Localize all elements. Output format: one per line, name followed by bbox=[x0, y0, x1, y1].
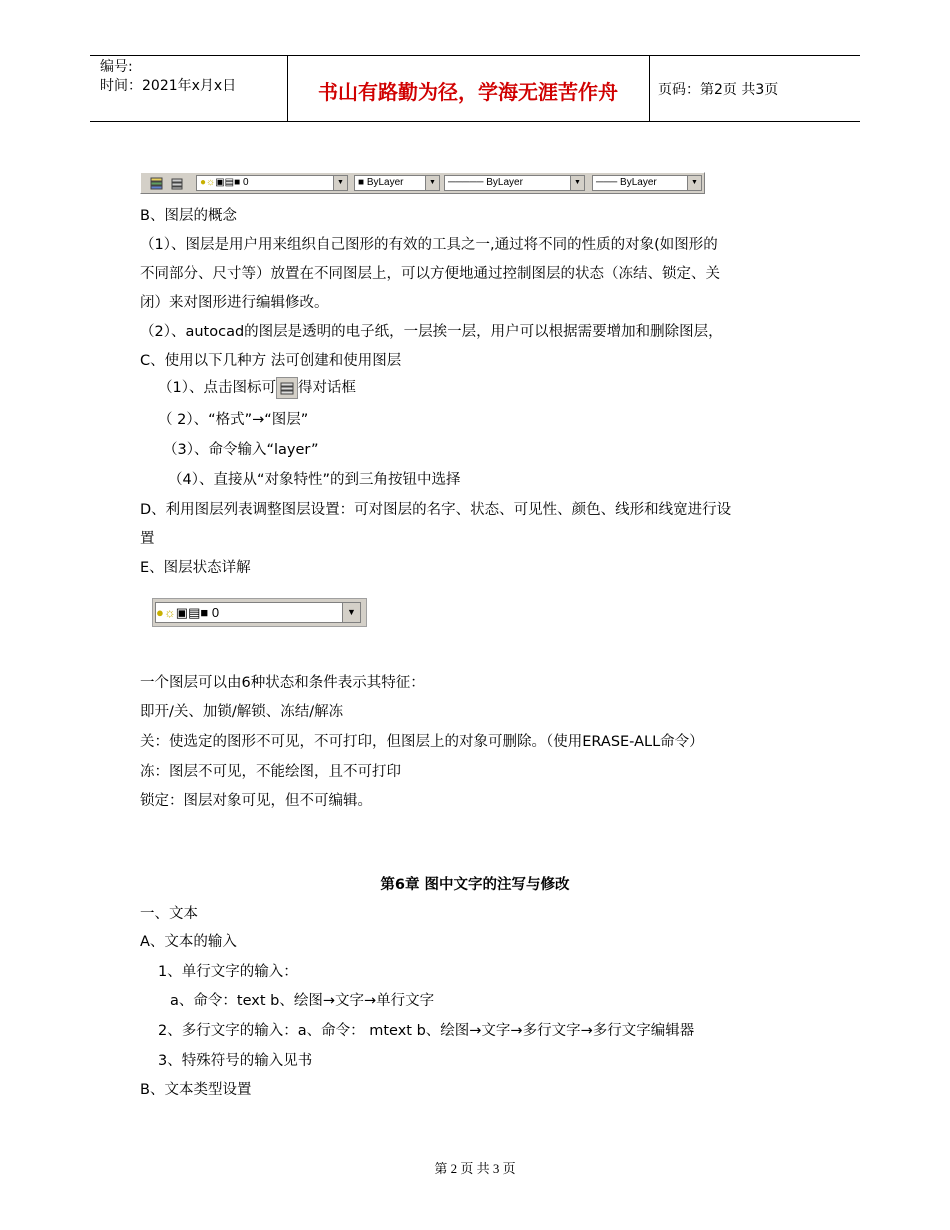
layer-state-value: 0 bbox=[211, 605, 220, 620]
layer-combo bbox=[196, 175, 348, 191]
header-page: 页码：第2页 共3页 bbox=[658, 82, 779, 98]
lightbulb-icon: ● bbox=[200, 177, 207, 188]
heading-d-line-1: D、利用图层列表调整图层设置：可对图层的名字、状态、可见性、颜色、线形和线宽进行设 bbox=[140, 502, 732, 518]
method-3: （3）、命令输入“layer” bbox=[163, 442, 319, 458]
header-motto: 书山有路勤为径，学海无涯苦作舟 bbox=[318, 80, 618, 104]
chevron-down-icon: ▼ bbox=[342, 603, 360, 622]
chevron-down-icon: ▼ bbox=[687, 176, 701, 190]
heading-e: E、图层状态详解 bbox=[140, 560, 251, 576]
linetype-combo bbox=[444, 175, 585, 191]
header-top-rule bbox=[90, 55, 860, 56]
header-divider-right bbox=[649, 56, 650, 122]
chevron-down-icon: ▼ bbox=[333, 176, 347, 190]
section-text-input: A、文本的输入 bbox=[140, 934, 237, 950]
linetype-combo-value: ByLayer bbox=[486, 177, 523, 188]
layer-previous-icon bbox=[169, 176, 185, 190]
lineweight-combo bbox=[592, 175, 702, 191]
special-symbols: 3、特殊符号的输入见书 bbox=[158, 1053, 313, 1069]
layers-icon bbox=[149, 176, 165, 190]
lineweight-combo-value: ByLayer bbox=[620, 177, 657, 188]
sun-icon: ☼ bbox=[163, 605, 176, 620]
method-2: （ 2）、“格式”→“图层” bbox=[158, 412, 309, 428]
states-intro: 一个图层可以由6种状态和条件表示其特征： bbox=[140, 675, 425, 691]
single-line-text: 1、单行文字的输入： bbox=[158, 964, 298, 980]
section-text: 一、文本 bbox=[140, 906, 198, 922]
lightbulb-icon: ● bbox=[156, 605, 164, 620]
para-1-line-1: （1）、图层是用户用来组织自己图形的有效的工具之一,通过将不同的性质的对象(如图形的 bbox=[140, 237, 718, 253]
heading-c: C、使用以下几种方 法可创建和使用图层 bbox=[140, 353, 402, 369]
chevron-down-icon: ▼ bbox=[425, 176, 439, 190]
text-style-heading: B、文本类型设置 bbox=[140, 1082, 252, 1098]
line-sample-icon: ─── bbox=[596, 177, 618, 188]
single-line-commands: a、命令：text b、绘图→文字→单行文字 bbox=[170, 993, 435, 1009]
heading-b: B、图层的概念 bbox=[140, 208, 237, 224]
multiline-text: 2、多行文字的输入：a、命令： mtext b、绘图→文字→多行文字→多行文字编辑器 bbox=[158, 1023, 695, 1039]
method-1-text: （1）、点击图标可 bbox=[158, 380, 276, 396]
state-lock: 锁定：图层对象可见，但不可编辑。 bbox=[140, 793, 372, 809]
color-combo-value: ByLayer bbox=[366, 177, 404, 188]
para-2: （2）、autocad的图层是透明的电子纸，一层挨一层，用户可以根据需要增加和删除图层， bbox=[140, 324, 723, 340]
chevron-down-icon: ▼ bbox=[570, 176, 584, 190]
printer-icon: ▤ bbox=[188, 605, 201, 620]
states-list: 即开/关、加锁/解锁、冻结/解冻 bbox=[140, 704, 344, 720]
lock-icon: ▣ bbox=[215, 177, 225, 188]
state-off: 关：使选定的图形不可见，不可打印，但图层上的对象可删除。（使用ERASE-ALL命令） bbox=[140, 734, 704, 750]
heading-d-line-2: 置 bbox=[140, 531, 155, 547]
method-1 bbox=[158, 376, 356, 399]
layer-toolbar-image bbox=[140, 172, 705, 194]
layer-manager-icon bbox=[276, 377, 298, 399]
lock-icon: ▣ bbox=[175, 605, 189, 620]
para-1-line-2: 不同部分、尺寸等）放置在不同图层上，可以方便地通过控制图层的状态（冻结、锁定、关 bbox=[140, 266, 720, 282]
header-bottom-rule bbox=[90, 121, 860, 122]
state-freeze: 冻：图层不可见，不能绘图，且不可打印 bbox=[140, 764, 401, 780]
color-swatch-icon: ■ bbox=[358, 177, 365, 188]
header-info bbox=[100, 58, 236, 96]
method-1-text-end: 得对话框 bbox=[297, 380, 356, 396]
header-time: 时间：2021年x月x日 bbox=[100, 78, 237, 94]
sun-icon: ☼ bbox=[206, 177, 216, 188]
color-swatch-icon: ■ bbox=[200, 605, 209, 620]
color-swatch-icon: ■ bbox=[234, 177, 241, 188]
printer-icon: ▤ bbox=[224, 177, 235, 188]
layer-state-combo bbox=[155, 602, 361, 623]
para-1-line-3: 闭）来对图形进行编辑修改。 bbox=[140, 295, 329, 311]
method-4: （4）、直接从“对象特性”的到三角按钮中选择 bbox=[168, 472, 461, 488]
color-combo bbox=[354, 175, 440, 191]
page-footer: 第 2 页 共 3 页 bbox=[434, 1161, 516, 1176]
line-sample-icon: ───── bbox=[448, 177, 484, 188]
layer-state-image bbox=[152, 598, 367, 627]
layer-combo-value: 0 bbox=[242, 177, 249, 188]
header-number: 编号: bbox=[100, 59, 133, 75]
chapter-title: 第6章 图中文字的注写与修改 bbox=[380, 877, 570, 893]
